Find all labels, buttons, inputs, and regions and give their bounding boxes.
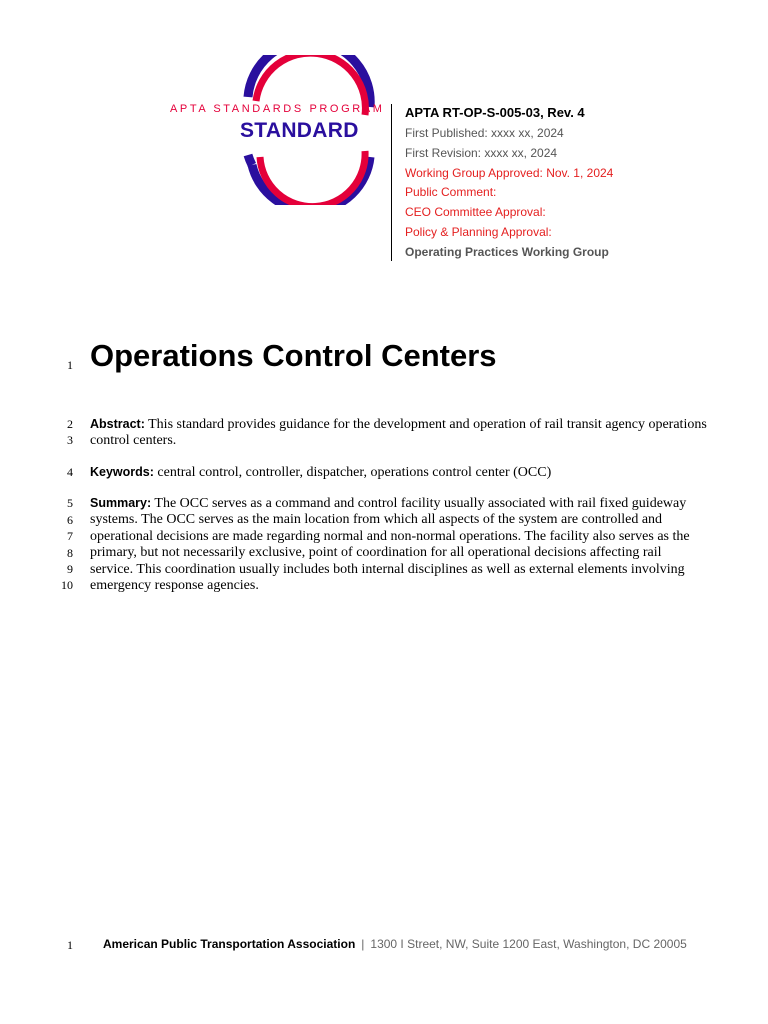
footer-org: American Public Transportation Association — [103, 937, 356, 951]
header-divider — [391, 104, 392, 261]
footer-address: 1300 I Street, NW, Suite 1200 East, Washington, DC 20005 — [370, 937, 687, 951]
footer — [103, 937, 687, 951]
line-number: 2 — [67, 417, 73, 431]
line-number: 10 — [61, 578, 73, 592]
summary-line: operational decisions are made regarding normal and non-normal operations. The facility also serves as the — [90, 528, 690, 544]
summary-line: emergency response agencies. — [90, 578, 259, 594]
footer-page-number: 1 — [67, 938, 73, 952]
keywords-paragraph — [90, 464, 710, 481]
abstract-paragraph — [90, 416, 710, 450]
summary-paragraph — [90, 495, 710, 594]
working-group: Operating Practices Working Group — [405, 244, 609, 259]
summary-line: The OCC serves as a command and control facility usually associated with rail fixed guideway — [151, 496, 687, 511]
summary-label: Summary: — [90, 496, 152, 510]
line-number: 7 — [67, 529, 73, 543]
footer-separator: | — [361, 937, 365, 951]
line-number: 6 — [67, 513, 73, 527]
abstract-line: This standard provides guidance for the development and operation of rail transit agency operations — [144, 417, 707, 432]
ceo-approval: CEO Committee Approval: — [405, 205, 546, 220]
wg-approved: Working Group Approved: Nov. 1, 2024 — [405, 165, 614, 180]
logo-program-text: APTA STANDARDS PROGRAM — [170, 103, 385, 115]
line-number: 1 — [67, 358, 73, 372]
page-title: Operations Control Centers — [90, 338, 497, 373]
document-id: APTA RT-OP-S-005-03, Rev. 4 — [405, 105, 585, 120]
summary-line: systems. The OCC serves as the main location from which all aspects of the system are controlled and — [90, 512, 663, 528]
summary-line: primary, but not necessarily exclusive, point of coordination for all operational decisions affecting rail — [90, 545, 662, 561]
apta-standard-logo — [160, 55, 390, 205]
abstract-label: Abstract: — [90, 417, 145, 431]
line-number: 3 — [67, 433, 73, 447]
logo-standard-text: STANDARD — [240, 119, 359, 142]
document-metadata — [405, 104, 613, 263]
keywords-text: central control, controller, dispatcher, operations control center (OCC) — [153, 465, 552, 480]
first-revision: First Revision: xxxx xx, 2024 — [405, 145, 558, 160]
line-number: 4 — [67, 465, 73, 479]
policy-approval: Policy & Planning Approval: — [405, 224, 552, 239]
keywords-label: Keywords: — [90, 465, 154, 479]
abstract-line: control centers. — [90, 433, 177, 449]
line-number: 9 — [67, 562, 73, 576]
first-published: First Published: xxxx xx, 2024 — [405, 126, 564, 140]
public-comment: Public Comment: — [405, 185, 497, 200]
summary-line: service. This coordination usually includes both internal disciplines as well as external elements involving — [90, 561, 685, 577]
line-number: 5 — [67, 496, 73, 510]
line-number: 8 — [67, 546, 73, 560]
